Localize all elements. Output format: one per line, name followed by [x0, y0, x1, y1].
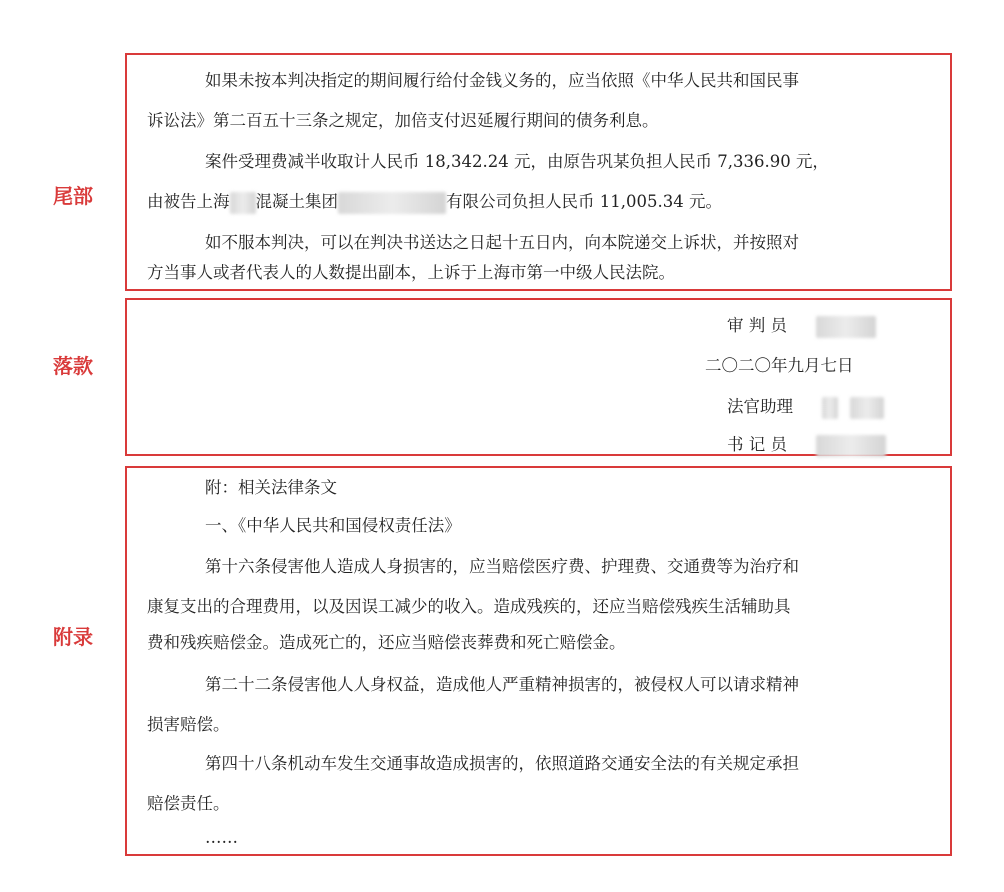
- defendant-suffix: 有限公司负担人民币 11,005.34 元。: [446, 192, 722, 211]
- article-22-line-1: 第二十二条侵害他人人身权益，造成他人严重精神损害的，被侵权人可以请求精神: [205, 675, 799, 694]
- redaction: [230, 192, 256, 214]
- tail-para-1-line-1: 如果未按本判决指定的期间履行给付金钱义务的，应当依照《中华人民共和国民事: [205, 71, 799, 90]
- redaction: [822, 397, 838, 419]
- ellipsis: ……: [205, 828, 238, 847]
- signature-section-label: 落款: [53, 354, 93, 378]
- appendix-heading: 附：相关法律条文: [205, 478, 337, 497]
- assistant-row: [727, 393, 884, 419]
- appendix-section-label: 附录: [53, 625, 93, 649]
- clerk-row: [727, 431, 886, 457]
- assistant-label: 法官助理: [727, 397, 793, 416]
- article-16-line-2: 康复支出的合理费用，以及因误工减少的收入。造成残疾的，还应当赔偿残疾生活辅助具: [147, 597, 791, 616]
- defendant-prefix: 由被告上海: [147, 192, 230, 211]
- judgment-date: 二〇二〇年九月七日: [705, 356, 854, 375]
- judge-row: [727, 312, 876, 338]
- appendix-section-box: [125, 466, 952, 856]
- tail-para-3-line-2: 方当事人或者代表人的人数提出副本，上诉于上海市第一中级人民法院。: [147, 263, 675, 282]
- judge-label: 审 判 员: [727, 316, 787, 335]
- redaction: [816, 316, 876, 338]
- tail-section-box: [125, 53, 952, 291]
- defendant-mid: 混凝土集团: [255, 192, 338, 211]
- redaction: [816, 435, 886, 457]
- article-22-line-2: 损害赔偿。: [147, 715, 230, 734]
- tail-para-1-line-2: 诉讼法》第二百五十三条之规定，加倍支付迟延履行期间的债务利息。: [147, 111, 659, 130]
- article-48-line-2: 赔偿责任。: [147, 794, 230, 813]
- law-title: 一、《中华人民共和国侵权责任法》: [205, 516, 461, 535]
- redaction: [850, 397, 884, 419]
- article-16-line-1: 第十六条侵害他人造成人身损害的，应当赔偿医疗费、护理费、交通费等为治疗和: [205, 557, 799, 576]
- tail-para-2-line-2: [147, 182, 938, 222]
- redaction: [338, 192, 446, 214]
- signature-section-box: [125, 298, 952, 456]
- tail-section-label: 尾部: [53, 184, 93, 208]
- clerk-label: 书 记 员: [727, 435, 787, 454]
- article-16-line-3: 费和残疾赔偿金。造成死亡的，还应当赔偿丧葬费和死亡赔偿金。: [147, 633, 626, 652]
- article-48-line-1: 第四十八条机动车发生交通事故造成损害的，依照道路交通安全法的有关规定承担: [205, 754, 799, 773]
- tail-para-3-line-1: 如不服本判决，可以在判决书送达之日起十五日内，向本院递交上诉状，并按照对: [205, 233, 799, 252]
- tail-para-2-line-1: 案件受理费减半收取计人民币 18,342.24 元，由原告巩某负担人民币 7,336.90 元，: [205, 152, 829, 171]
